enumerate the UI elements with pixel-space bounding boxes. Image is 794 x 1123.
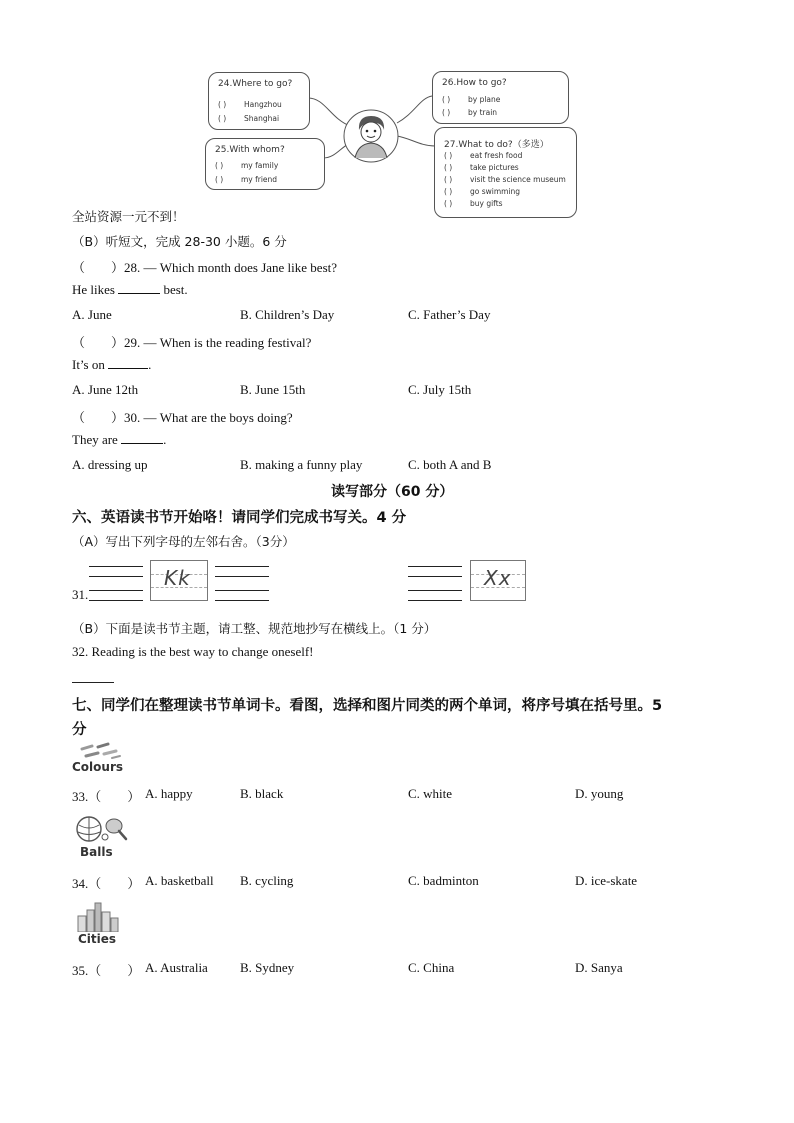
answer-blank[interactable] [118,293,160,294]
boy-illustration [342,108,400,164]
balls-label: Balls [80,845,113,859]
box-option: ( ) visit the science museum [444,175,566,184]
writing-line[interactable] [89,566,143,567]
option-b: B. Sydney [240,960,295,975]
section-6-part-a: （A）写出下列字母的左邻右舍。（3分） [72,534,295,549]
box-option: ( ) take pictures [444,163,519,172]
answer-blank[interactable] [108,368,148,369]
question-35-number: 35.（ ） [72,963,141,978]
box-option: ( ) by plane [442,95,501,104]
section-6-part-b: （B）下面是读书节主题，请工整、规范地抄写在横线上。（1 分） [72,621,437,636]
option-b: B. Children’s Day [240,307,335,322]
box-option: ( ) go swimming [444,187,521,196]
letter-card-kk: Kk [150,560,208,601]
section-6-title: 六、英语读书节开始咯！请同学们完成书写关。4 分 [72,510,407,526]
question-34-number: 34.（ ） [72,876,141,891]
writing-line [408,576,462,577]
copy-writing-line[interactable] [72,682,114,683]
option-c: C. white [408,786,453,801]
option-d: D. Sanya [575,960,623,975]
box-title: 27.What to do?（多选） [444,140,549,150]
option-c: C. Father’s Day [408,307,491,322]
writing-line [89,600,143,601]
question-31-label: 31. [72,587,89,602]
mindmap-box-25 [205,138,325,190]
watermark-text: 全站资源一元不到！ [72,209,185,224]
writing-line [408,600,462,601]
colours-label: Colours [72,760,124,774]
box-option: ( ) Hangzhou [218,100,282,109]
question-30-answer-line: They are . [72,432,167,447]
option-c: C. badminton [408,873,479,888]
paint-splash-icon [76,741,122,761]
box-title: 24.Where to go? [218,79,293,89]
option-c: C. China [408,960,455,975]
option-c: C. both A and B [408,457,492,472]
question-29-answer-line: It’s on . [72,357,152,372]
option-b: B. June 15th [240,382,306,397]
box-option: ( ) by train [442,108,498,117]
question-28-answer-line: He likes best. [72,282,188,297]
mindmap-box-24 [208,72,310,130]
option-a: A. June [72,307,112,322]
city-skyline-icon [76,900,120,932]
question-29-stem: （ ）29. — When is the reading festival? [72,335,312,350]
mindmap-box-27 [434,127,577,218]
box-option: ( ) my family [215,161,279,170]
listening-part-b-heading: （B）听短文，完成 28-30 小题。6 分 [72,234,287,249]
option-a: A. dressing up [72,457,148,472]
writing-line[interactable] [408,590,462,591]
option-b: B. cycling [240,873,294,888]
option-d: D. young [575,786,624,801]
section-7-title-continued: 分 [72,722,87,738]
box-option: ( ) buy gifts [444,199,503,208]
letter-card-xx: Xx [470,560,526,601]
option-b: B. black [240,786,284,801]
question-33-number: 33.（ ） [72,789,141,804]
writing-line[interactable] [215,566,269,567]
box-title: 26.How to go? [442,78,507,88]
option-d: D. ice-skate [575,873,638,888]
box-title: 25.With whom? [215,145,285,155]
option-b: B. making a funny play [240,457,363,472]
option-a: A. June 12th [72,382,139,397]
writing-line[interactable] [89,590,143,591]
answer-blank[interactable] [121,443,163,444]
mindmap-box-26 [432,71,569,124]
option-a: A. Australia [145,960,208,975]
question-32-text: 32. Reading is the best way to change oneself! [72,644,314,659]
writing-line[interactable] [408,566,462,567]
box-option: ( ) Shanghai [218,114,280,123]
option-c: C. July 15th [408,382,472,397]
question-28-stem: （ ）28. — Which month does Jane like best? [72,260,338,275]
option-a: A. basketball [145,873,214,888]
box-option: ( ) eat fresh food [444,151,523,160]
reading-writing-heading: 读写部分（60 分） [331,484,454,500]
box-option: ( ) my friend [215,175,278,184]
writing-line[interactable] [215,590,269,591]
writing-line [215,576,269,577]
writing-line [215,600,269,601]
balls-icon [76,815,132,845]
cities-label: Cities [78,932,117,946]
question-30-stem: （ ）30. — What are the boys doing? [72,410,293,425]
section-7-title: 七、同学们在整理读书节单词卡。看图，选择和图片同类的两个单词，将序号填在括号里。5 [72,698,663,714]
option-a: A. happy [145,786,193,801]
writing-line [89,576,143,577]
